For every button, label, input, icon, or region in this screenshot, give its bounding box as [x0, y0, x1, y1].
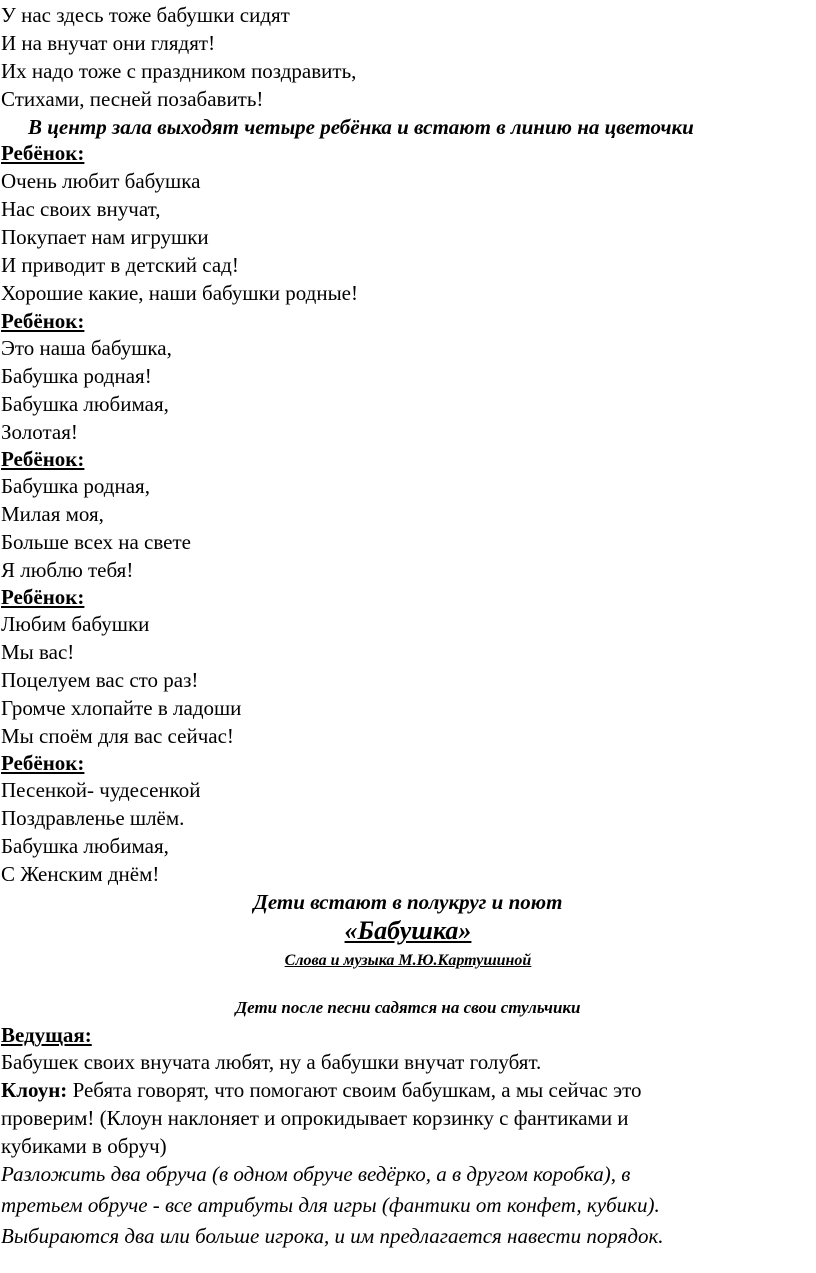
intro-line: У нас здесь тоже бабушки сидят	[1, 3, 290, 27]
verse-line: Мы вас!	[1, 640, 75, 664]
verse-line: Хорошие какие, наши бабушки родные!	[1, 281, 358, 305]
game-description-line: третьем обруче - все атрибуты для игры (фантики от конфет, кубики).	[1, 1193, 660, 1217]
host-line: Бабушек своих внучата любят, ну а бабушки внучат голубят.	[1, 1050, 542, 1074]
game-description-line: Выбираются два или больше игрока, и им предлагается навести порядок.	[1, 1224, 664, 1248]
verse-line: Милая моя,	[1, 502, 104, 526]
verse-line: Бабушка родная!	[1, 364, 152, 388]
verse-line: Песенкой- чудесенкой	[1, 778, 201, 802]
speaker-heading: Ребёнок:	[1, 585, 85, 609]
verse-line: И приводит в детский сад!	[1, 253, 239, 277]
clown-text: Ребята говорят, что помогают своим бабушкам, а мы сейчас это	[67, 1078, 642, 1102]
verse-line: Громче хлопайте в ладоши	[1, 696, 242, 720]
verse-line: Очень любит бабушка	[1, 169, 201, 193]
speaker-heading: Ребёнок:	[1, 141, 85, 165]
verse-line: Поздравленье шлём.	[1, 806, 185, 830]
speaker-heading: Ведущая:	[1, 1023, 92, 1047]
song-direction: Дети встают в полукруг и поют	[253, 890, 563, 914]
verse-line: Мы споём для вас сейчас!	[1, 724, 234, 748]
verse-line: Бабушка любимая,	[1, 392, 169, 416]
song-credit: Слова и музыка М.Ю.Картушиной	[284, 952, 532, 969]
verse-line: Больше всех на свете	[1, 530, 191, 554]
clown-line: проверим! (Клоун наклоняет и опрокидывает корзинку с фантиками и	[1, 1106, 629, 1130]
verse-line: Бабушка любимая,	[1, 834, 169, 858]
intro-line: Их надо тоже с праздником поздравить,	[1, 59, 357, 83]
speaker-heading: Ребёнок:	[1, 309, 85, 333]
intro-line: Стихами, песней позабавить!	[1, 87, 264, 111]
verse-line: Поцелуем вас сто раз!	[1, 668, 199, 692]
clown-line: кубиками в обруч)	[1, 1134, 167, 1158]
game-description-line: Разложить два обруча (в одном обруче ведёрко, а в другом коробка), в	[1, 1162, 631, 1186]
verse-line: Нас своих внучат,	[1, 197, 161, 221]
verse-line: Бабушка родная,	[1, 474, 150, 498]
song-title: «Бабушка»	[344, 916, 472, 945]
speaker-heading: Ребёнок:	[1, 751, 85, 775]
stage-direction: В центр зала выходят четыре ребёнка и встают в линию на цветочки	[28, 115, 694, 139]
clown-line	[1, 1077, 642, 1104]
verse-line: Золотая!	[1, 420, 78, 444]
intro-line: И на внучат они глядят!	[1, 31, 216, 55]
verse-line: Любим бабушки	[1, 612, 150, 636]
clown-speaker: Клоун:	[1, 1078, 68, 1102]
verse-line: Покупает нам игрушки	[1, 225, 209, 249]
verse-line: С Женским днём!	[1, 862, 160, 886]
verse-line: Это наша бабушка,	[1, 336, 172, 360]
verse-line: Я люблю тебя!	[1, 558, 134, 582]
stage-direction: Дети после песни садятся на свои стульчики	[235, 998, 581, 1017]
speaker-heading: Ребёнок:	[1, 447, 85, 471]
